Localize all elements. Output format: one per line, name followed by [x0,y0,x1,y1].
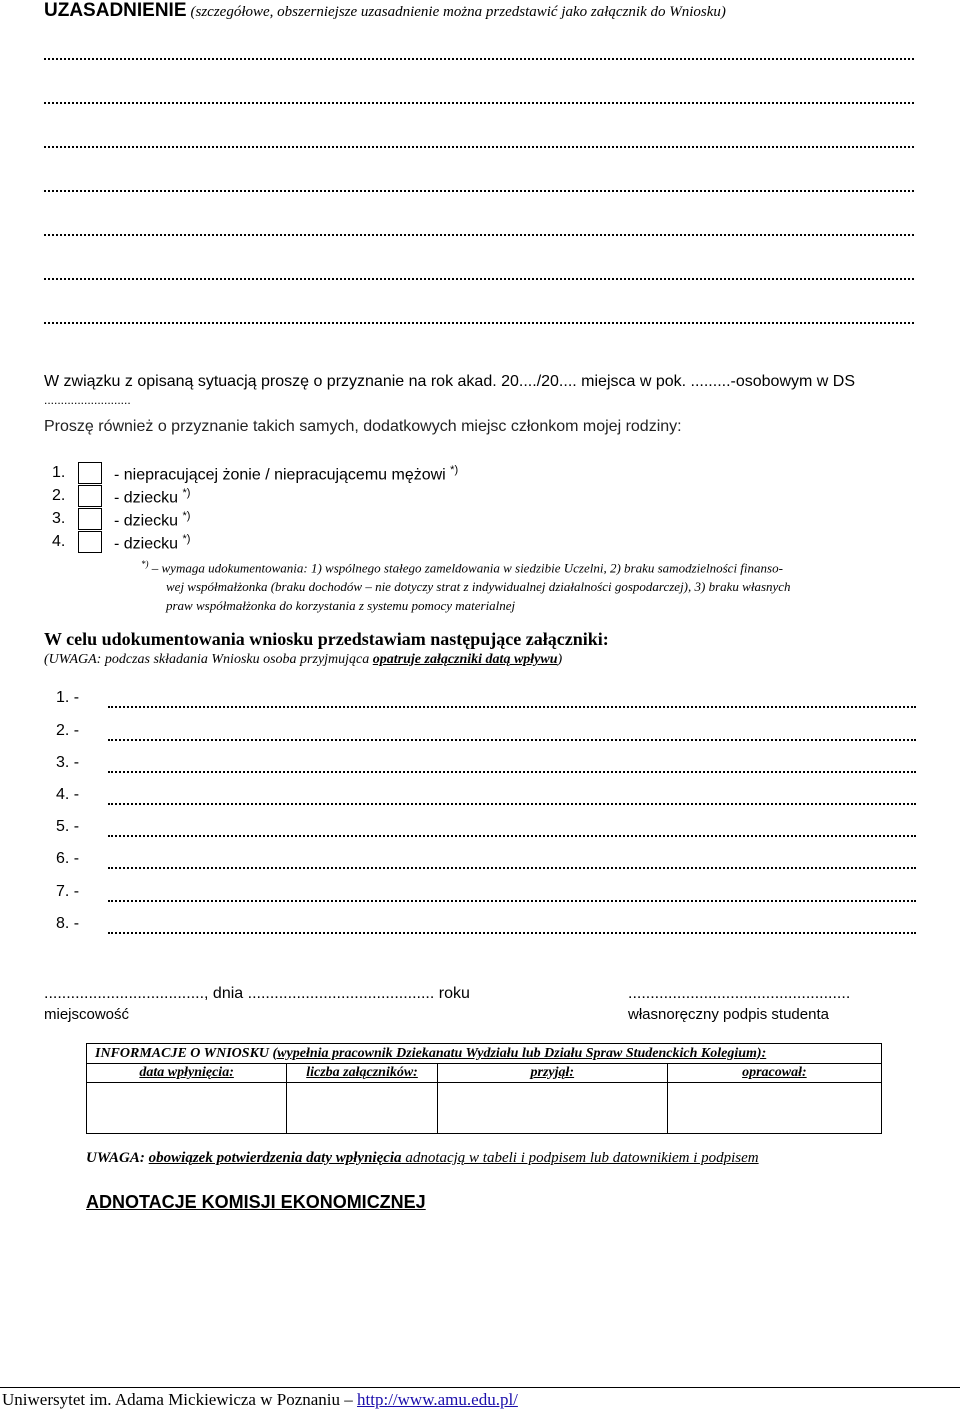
family-mark: *) [182,487,191,499]
family-mark: *) [182,510,191,522]
attachment-num: 2. - [56,722,80,739]
family-mark: *) [450,464,459,476]
attachments-heading: W celu udokumentowania wniosku przedstawiam następujące załączniki: [44,629,609,649]
footnote-line-2: wej współmałżonka (braku dochodów – nie dotyczy strat z indywidualnej działalności gospodarczej), 3) braku własnych [166,579,791,595]
col-received-by: przyjął: [437,1064,667,1083]
footnote-line-1 [141,555,791,577]
family-label [114,464,458,484]
page-subtitle: (szczegółowe, obszerniejsze uzasadnienie można przedstawić jako załącznik do Wniosku) [190,4,726,20]
place-date-line[interactable]: ...................................., dnia .......................................... roku [44,985,470,1002]
warning-emphasis: obowiązek potwierdzenia daty wpłynięcia [148,1150,402,1166]
footer-text: Uniwersytet im. Adama Mickiewicza w Poznaniu – [2,1390,358,1409]
footnote [141,555,791,615]
justification-line[interactable] [44,58,914,60]
col-date-received: data wpłynięcia: [87,1064,287,1083]
family-label-text: - dziecku [114,535,179,553]
info-table-header-row [87,1064,882,1083]
family-label-text: - dziecku [114,489,179,507]
footer-link[interactable]: http://www.amu.edu.pl/ [357,1390,518,1409]
family-label-text: - niepracującej żonie / niepracującemu mężowi [114,466,446,484]
family-mark: *) [182,533,191,545]
note-label: (UWAGA [44,652,97,667]
justification-line[interactable] [44,322,914,324]
footnote-text-1: – wymaga udokumentowania: 1) wspólnego stałego zameldowania w siedzibie Uczelni, 2) braku samodzielności finanso- [148,560,783,576]
family-label [114,510,190,530]
commission-heading: ADNOTACJE KOMISJI EKONOMICZNEJ [86,1192,426,1212]
footer-rule [0,1387,960,1388]
attachment-field-8[interactable] [108,932,916,934]
attachment-num: 5. - [56,818,80,835]
cell-date-received[interactable] [87,1083,287,1134]
signature-label: własnoręczny podpis studenta [628,1006,829,1023]
request-line-1: W związku z opisaną sytuacją proszę o przyznanie na rok akad. 20..../20.... miejsca w pok. .........-osobowym w DS [44,373,856,390]
footer [2,1390,518,1410]
justification-line[interactable] [44,278,914,280]
info-title-paren: (wypełnia pracownik Dziekanatu Wydziału lub Działu Spraw Studenckich Kolegium): [272,1045,767,1061]
attachments-note [44,652,562,668]
attachment-field-5[interactable] [108,835,916,837]
info-table-title [87,1044,882,1064]
family-checkbox-child-3[interactable] [78,531,102,553]
family-num: 4. [52,533,66,550]
footnote-mark: *) [141,559,149,569]
place-label: miejscowość [44,1006,130,1023]
justification-line[interactable] [44,234,914,236]
attachment-num: 6. - [56,850,80,867]
note-text: : podczas składania Wniosku osoba przyjmująca [96,652,373,667]
family-num: 3. [52,510,66,527]
note-close: ) [557,652,563,667]
justification-line[interactable] [44,146,914,148]
warning-text: adnotacją w tabeli i podpisem lub datownikiem i podpisem [401,1150,759,1166]
info-table [86,1043,882,1134]
page-title: UZASADNIENIE [44,0,187,21]
attachment-field-4[interactable] [108,803,916,805]
attachment-field-3[interactable] [108,771,916,773]
attachment-field-1[interactable] [108,706,916,708]
warning-label: UWAGA: [86,1150,149,1166]
signature-field[interactable]: .................................................. [628,985,851,1002]
attachment-field-6[interactable] [108,867,916,869]
header [44,0,726,22]
info-table-entry-row [87,1083,882,1134]
attachment-num: 7. - [56,883,80,900]
family-checkbox-child-1[interactable] [78,485,102,507]
attachment-num: 3. - [56,754,80,771]
cell-attachments-count[interactable] [287,1083,438,1134]
note-emphasis: opatruje załączniki datą wpływu [372,652,558,667]
justification-line[interactable] [44,190,914,192]
family-checkbox-child-2[interactable] [78,508,102,530]
col-attachments-count: liczba załączników: [287,1064,438,1083]
info-title-main: INFORMACJE O WNIOSKU [95,1045,273,1061]
family-label-text: - dziecku [114,512,179,530]
cell-processed-by[interactable] [667,1083,881,1134]
attachment-field-7[interactable] [108,900,916,902]
attachment-num: 1. - [56,689,80,706]
info-table-title-row [87,1044,882,1064]
family-num: 1. [52,464,66,481]
family-num: 2. [52,487,66,504]
family-checkbox-spouse[interactable] [78,462,102,484]
attachment-num: 4. - [56,786,80,803]
justification-line[interactable] [44,102,914,104]
warning-note [86,1150,759,1167]
request-line-2: Proszę również o przyznanie takich samych, dodatkowych miejsc członkom mojej rodziny: [44,418,682,435]
footnote-line-3: praw współmałżonka do korzystania z systemu pomocy materialnej [166,598,516,614]
family-label [114,533,190,553]
cell-received-by[interactable] [437,1083,667,1134]
attachment-num: 8. - [56,915,80,932]
family-label [114,487,190,507]
attachment-field-2[interactable] [108,739,916,741]
col-processed-by: opracował: [667,1064,881,1083]
request-line-1-continuation: .......................... [44,393,131,407]
